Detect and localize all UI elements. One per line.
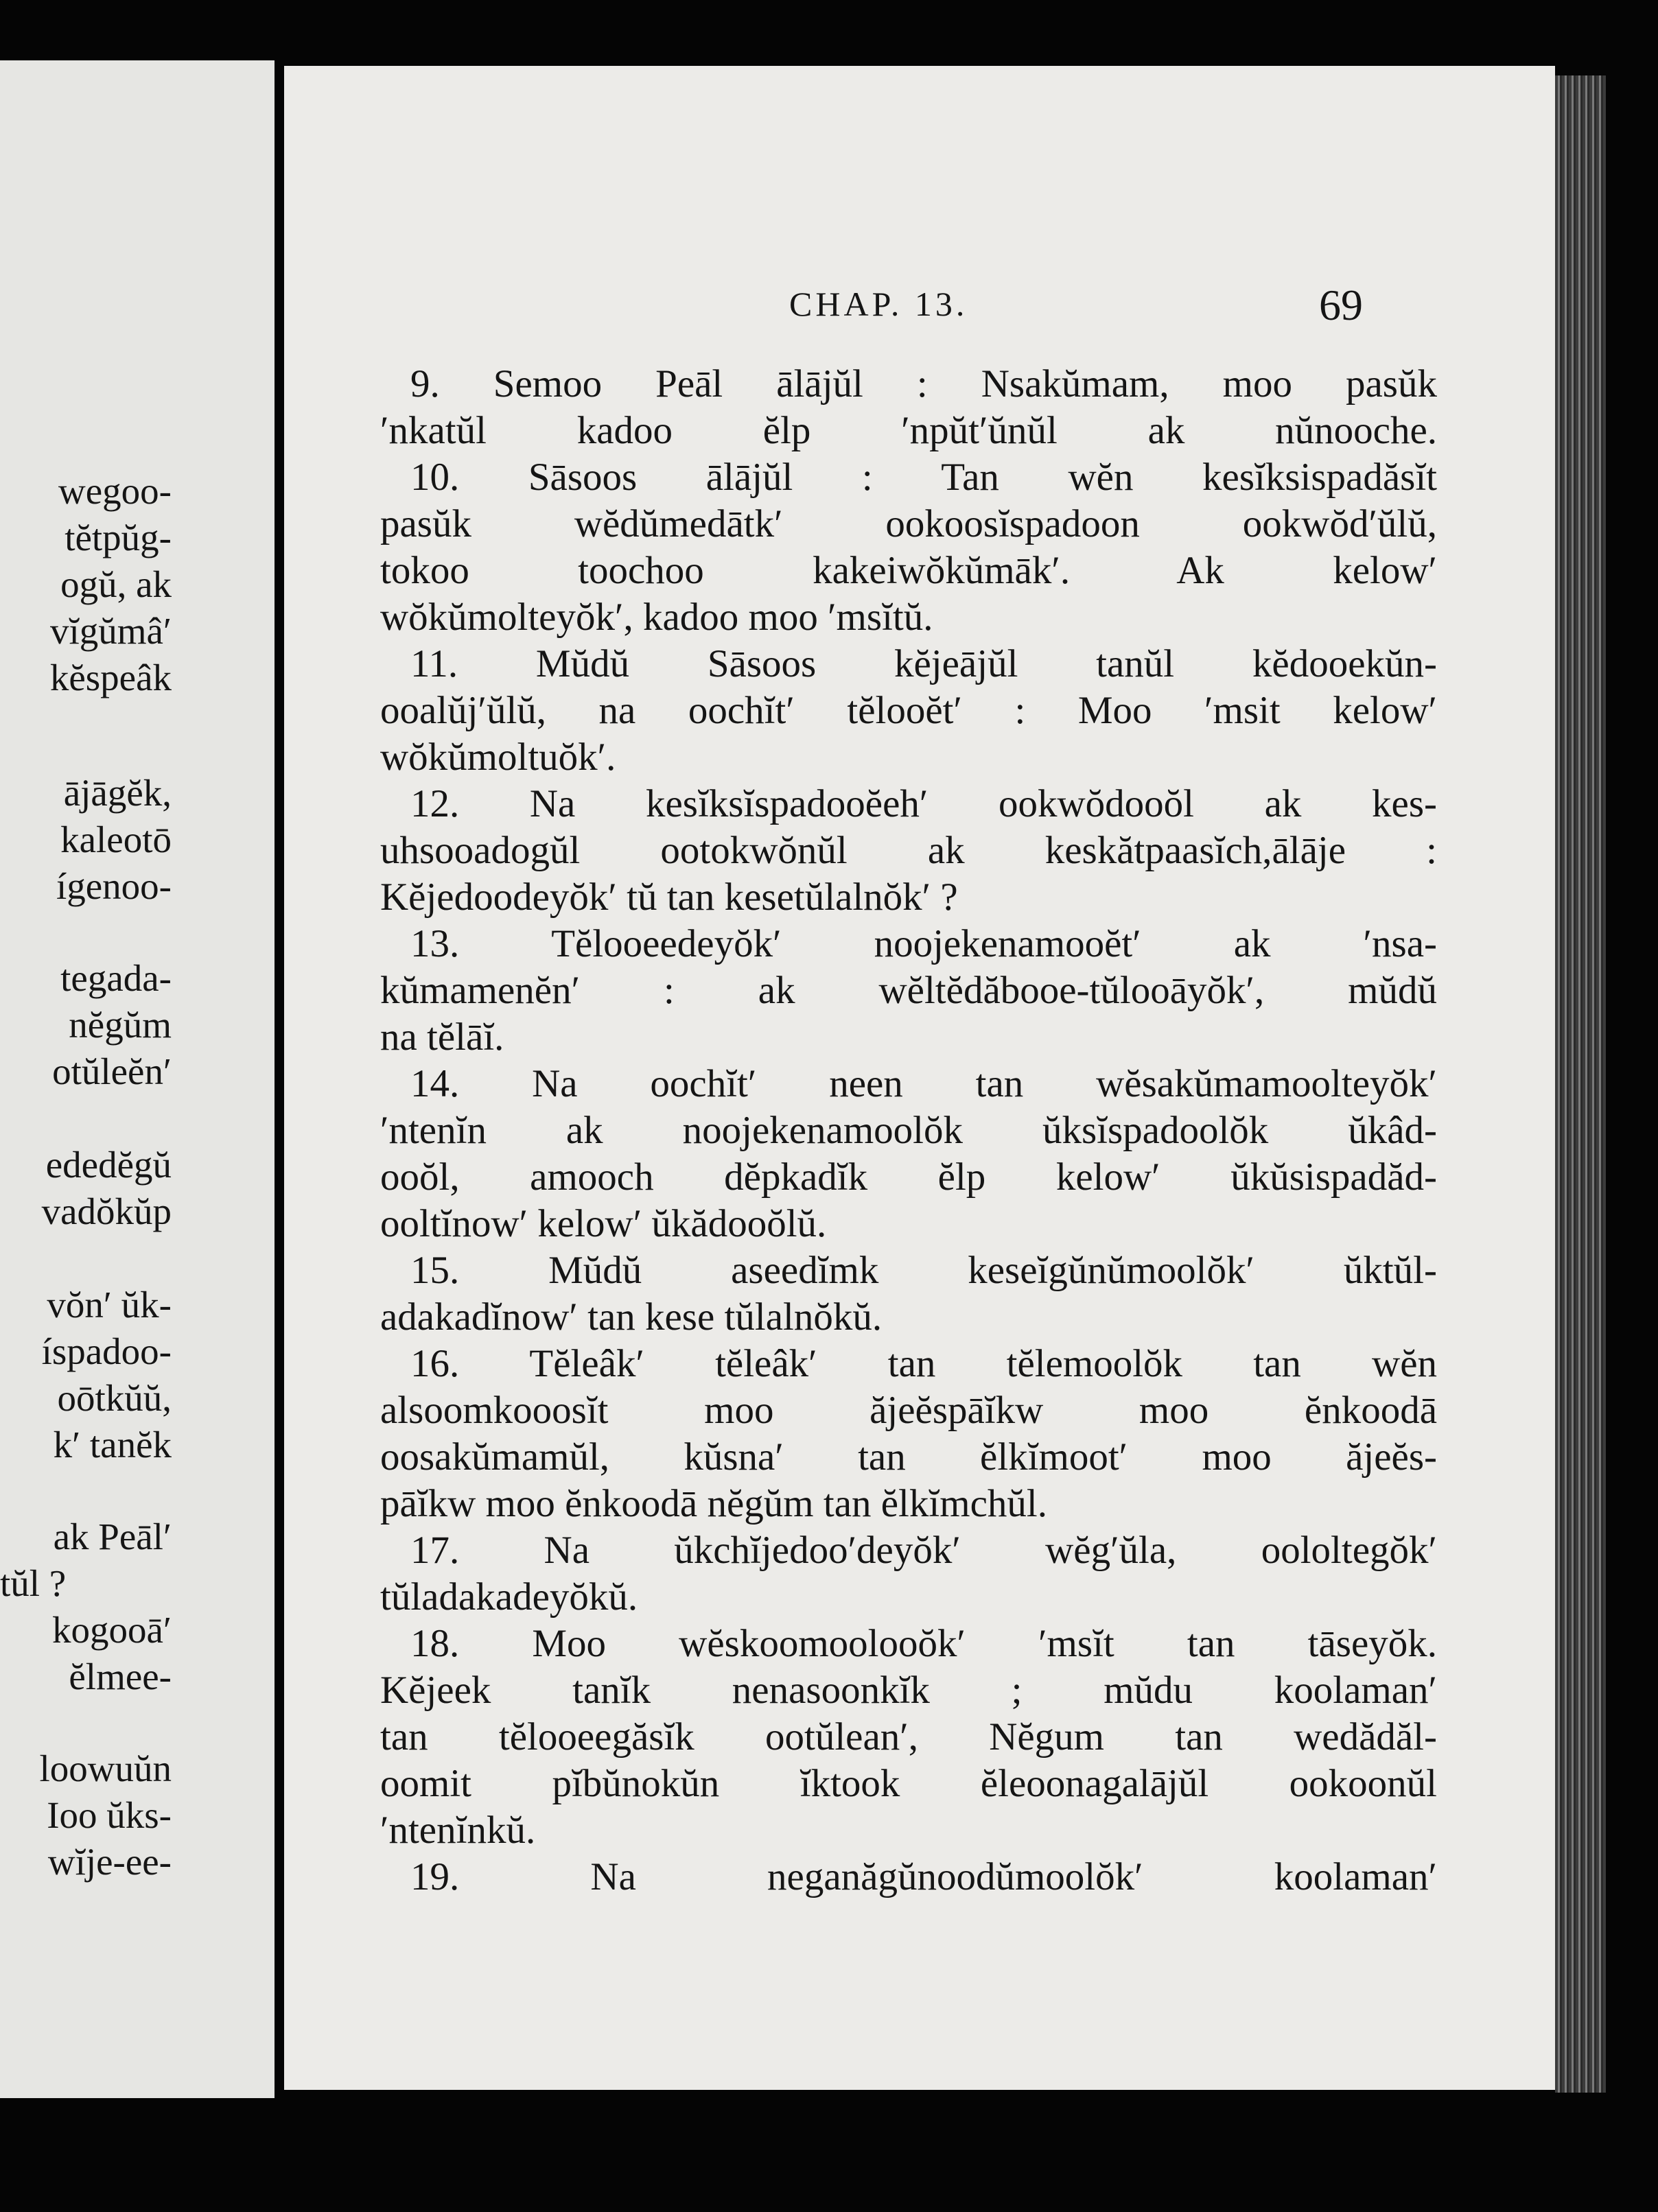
facing-line: loowuŭn: [39, 1748, 172, 1789]
text-line: 15. Mŭdŭ aseedĭmk keseĭgŭnŭmoolŏk′ ŭktŭl-: [410, 1249, 1437, 1292]
text-line: ooŏl, amooch dĕpkadĭk ĕlp kelow′ ŭkŭsispadăd-: [380, 1155, 1437, 1199]
text-line: ′nkatŭl kadoo ĕlp ′npŭt′ŭnŭl ak nŭnooche.: [380, 409, 1437, 452]
text-line: ooalŭj′ŭlŭ, na oochĭt′ tĕlooĕt′ : Moo ′msit kelow′: [380, 689, 1437, 732]
facing-line: ogŭ, ak: [60, 563, 172, 605]
text-line: 14. Na oochĭt′ neen tan wĕsakŭmamoolteyŏk′: [410, 1062, 1437, 1105]
text-line: ′ntenĭn ak noojekenamoolŏk ŭksĭspadoolŏk ŭkâd-: [380, 1109, 1437, 1152]
text-line: adakadĭnow′ tan kese tŭlalnŏkŭ.: [380, 1295, 883, 1339]
text-line: alsoomkooosĭt moo ăjeĕspāĭkw moo ĕnkoodā: [380, 1389, 1437, 1432]
text-line: uhsooadogŭl ootokwŏnŭl ak keskătpaasĭch,ālāje :: [380, 829, 1437, 872]
text-line: 19. Na neganăgŭnoodŭmoolŏk′ koolaman′: [410, 1855, 1437, 1898]
facing-line: kaleotō: [60, 819, 172, 860]
text-line: 10. Sāsoos ālājŭl : Tan wĕn kesĭksispadăsĭt: [410, 456, 1437, 499]
facing-line: ededĕgŭ: [45, 1144, 172, 1186]
facing-line: ígenoo-: [56, 865, 172, 907]
text-line: Kĕjeek tanĭk nenasoonkĭk ; mŭdu koolaman′: [380, 1669, 1437, 1712]
facing-line: íspadoo-: [41, 1330, 172, 1372]
text-line: oomit pĭbŭnokŭn ĭktook ĕleoonagalājŭl ookoonŭl: [380, 1762, 1437, 1805]
facing-line: kĕspeâk: [49, 657, 172, 698]
text-line: tan tĕlooeegăsĭk ootŭlean′, Nĕgum tan wedădăl-: [380, 1715, 1437, 1758]
text-line: 16. Tĕleâk′ tĕleâk′ tan tĕlemoolŏk tan wĕn: [410, 1342, 1437, 1385]
book-page: [284, 66, 1555, 2090]
text-line: wŏkŭmoltuŏk′.: [380, 736, 616, 779]
facing-line: k′ tanĕk: [53, 1424, 172, 1466]
facing-line: oōtkŭŭ,: [57, 1377, 172, 1419]
facing-line: kogooā′: [52, 1609, 172, 1651]
facing-line: vadŏkŭp: [41, 1190, 172, 1232]
facing-line: nĕgŭm: [69, 1004, 172, 1046]
facing-line: ak Peāl′: [53, 1516, 172, 1557]
facing-line: Ioo ŭks-: [47, 1794, 172, 1836]
text-line: ′ntenĭnkŭ.: [380, 1809, 536, 1852]
text-line: kŭmamenĕn′ : ak wĕltĕdăbooe-tŭlooāyŏk′, mŭdŭ: [380, 969, 1437, 1012]
book-gutter: [275, 41, 284, 2120]
chapter-heading: CHAP. 13.: [789, 285, 968, 323]
text-line: 11. Mŭdŭ Sāsoos kĕjeājŭl tanŭl kĕdooekŭn-: [410, 642, 1437, 685]
text-line: tŭladakadeyŏkŭ.: [380, 1575, 638, 1619]
text-line: Kĕjedoodeyŏk′ tŭ tan kesetŭlalnŏk′ ?: [380, 875, 958, 919]
facing-line: vŏn′ ŭk-: [47, 1284, 172, 1326]
text-line: oosakŭmamŭl, kŭsna′ tan ĕlkĭmoot′ moo ăjeĕs-: [380, 1435, 1437, 1479]
page-number: 69: [1319, 281, 1363, 329]
facing-line: vĭgŭmâ′: [49, 610, 172, 652]
facing-line: wegoo-: [58, 470, 172, 512]
text-line: pāĭkw moo ĕnkoodā nĕgŭm tan ĕlkĭmchŭl.: [380, 1482, 1047, 1525]
facing-page-fragment: [0, 60, 275, 2098]
facing-line: otŭleĕn′: [52, 1050, 172, 1092]
text-line: 18. Moo wĕskoomoolooŏk′ ′msĭt tan tāseyŏk.: [410, 1622, 1437, 1665]
facing-line: tŭl ?: [0, 1562, 67, 1604]
text-line: 9. Semoo Peāl ālājŭl : Nsakŭmam, moo pasŭk: [410, 362, 1437, 405]
running-head: [284, 281, 1555, 332]
facing-line: tegada-: [60, 957, 172, 999]
facing-line: tĕtpŭg-: [65, 517, 172, 558]
text-line: ooltĭnow′ kelow′ ŭkădooŏlŭ.: [380, 1202, 827, 1245]
text-line: tokoo toochoo kakeiwŏkŭmāk′. Ak kelow′: [380, 549, 1437, 592]
text-line: pasŭk wĕdŭmedātk′ ookoosĭspadoon ookwŏd′ŭlŭ,: [380, 502, 1437, 545]
text-line: 12. Na kesĭksĭspadooĕeh′ ookwŏdooŏl ak kes-: [410, 782, 1437, 825]
text-line: 17. Na ŭkchĭjedoo′deyŏk′ wĕg′ŭla, oololtegŏk′: [410, 1529, 1437, 1572]
page-edges: [1555, 75, 1606, 2093]
body-text: [380, 361, 1437, 1901]
facing-line: ājāgĕk,: [63, 772, 172, 814]
text-line: na tĕlāĭ.: [380, 1015, 504, 1059]
facing-line: wĭje-ee-: [47, 1841, 172, 1883]
facing-line: ĕlmee-: [69, 1656, 172, 1697]
text-line: wŏkŭmolteyŏk′, kadoo moo ′msĭtŭ.: [380, 596, 933, 639]
text-line: 13. Tĕlooeedeyŏk′ noojekenamooĕt′ ak ′nsa-: [410, 922, 1437, 965]
